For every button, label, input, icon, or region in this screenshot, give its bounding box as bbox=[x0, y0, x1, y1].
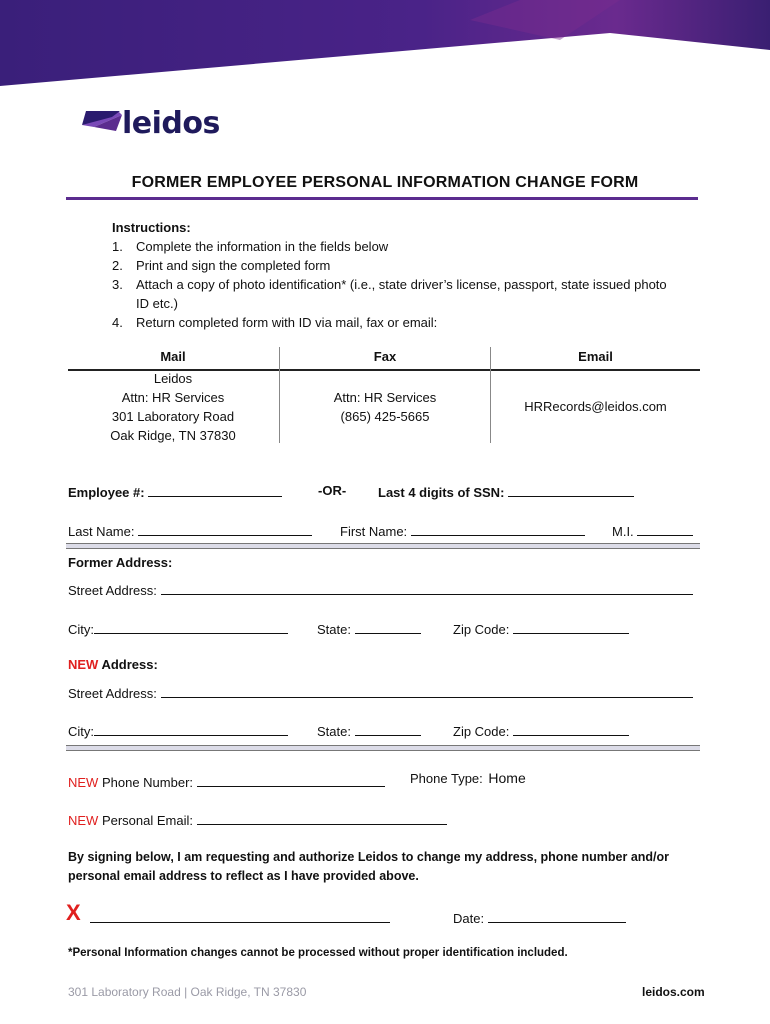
footer-website[interactable]: leidos.com bbox=[642, 985, 705, 999]
instruction-item bbox=[112, 256, 682, 275]
ssn-field[interactable] bbox=[378, 483, 634, 500]
ssn-line[interactable] bbox=[508, 483, 634, 497]
header-banner bbox=[0, 0, 770, 90]
instruction-item bbox=[112, 313, 682, 332]
mail-line: 301 Laboratory Road bbox=[111, 409, 235, 424]
former-state-field[interactable] bbox=[317, 620, 421, 637]
instruction-text: Return completed form with ID via mail, fax or email: bbox=[136, 315, 438, 330]
employee-number-line[interactable] bbox=[148, 483, 282, 497]
new-zip-field[interactable] bbox=[453, 722, 629, 739]
zip-line[interactable] bbox=[513, 722, 629, 736]
employee-number-field[interactable] bbox=[68, 483, 282, 500]
street-line[interactable] bbox=[161, 581, 693, 595]
new-tag: NEW bbox=[68, 813, 99, 828]
mail-column bbox=[68, 347, 278, 445]
instruction-item bbox=[112, 237, 682, 256]
employee-number-label: Employee #: bbox=[68, 485, 145, 500]
state-line[interactable] bbox=[355, 620, 421, 634]
new-address-heading bbox=[68, 657, 158, 672]
state-label: State: bbox=[317, 724, 351, 739]
ssn-label: Last 4 digits of SSN: bbox=[378, 485, 505, 500]
new-address-label: Address: bbox=[98, 657, 158, 672]
mail-header: Mail bbox=[160, 349, 186, 364]
or-label: -OR- bbox=[318, 483, 347, 498]
first-name-line[interactable] bbox=[411, 522, 585, 536]
last-name-line[interactable] bbox=[138, 522, 312, 536]
street-label: Street Address: bbox=[68, 583, 157, 598]
email-column bbox=[491, 347, 700, 445]
mail-line: Leidos bbox=[153, 371, 193, 386]
instruction-item bbox=[112, 275, 682, 313]
phone-type-value[interactable]: Home bbox=[488, 770, 526, 786]
zip-line[interactable] bbox=[513, 620, 629, 634]
first-name-label: First Name: bbox=[340, 524, 408, 539]
fax-line: (865) 425-5665 bbox=[340, 409, 430, 424]
instruction-text: Complete the information in the fields below bbox=[136, 239, 389, 254]
phone-label: Phone Number: bbox=[98, 775, 194, 790]
city-label: City: bbox=[68, 622, 94, 637]
new-city-field[interactable] bbox=[68, 722, 288, 739]
form-title: FORMER EMPLOYEE PERSONAL INFORMATION CHANGE FORM bbox=[131, 174, 639, 191]
footer-address: 301 Laboratory Road | Oak Ridge, TN 37830 bbox=[68, 985, 307, 999]
new-street-field[interactable] bbox=[68, 684, 693, 701]
date-field[interactable] bbox=[453, 909, 626, 926]
street-line[interactable] bbox=[161, 684, 693, 698]
last-name-field[interactable] bbox=[68, 522, 312, 539]
city-line[interactable] bbox=[94, 722, 288, 736]
instruction-number: 3. bbox=[112, 277, 123, 292]
fax-line: Attn: HR Services bbox=[333, 390, 437, 405]
mail-line: Attn: HR Services bbox=[121, 390, 225, 405]
new-tag: NEW bbox=[68, 657, 99, 672]
middle-initial-field[interactable] bbox=[612, 522, 693, 539]
authorization-statement: By signing below, I am requesting and authorize Leidos to change my address, phone number and/or personal email address to reflect as I have provided above. bbox=[68, 850, 670, 883]
email-line[interactable] bbox=[197, 811, 447, 825]
middle-initial-line[interactable] bbox=[637, 522, 693, 536]
state-label: State: bbox=[317, 622, 351, 637]
city-line[interactable] bbox=[94, 620, 288, 634]
date-label: Date: bbox=[453, 911, 485, 926]
instruction-text: Attach a copy of photo identification* (i.e., state driver’s license, passport, state issued photo ID etc.) bbox=[136, 277, 667, 311]
email-line[interactable]: HRRecords@leidos.com bbox=[524, 399, 667, 414]
instructions-heading: Instructions: bbox=[112, 220, 191, 235]
zip-label: Zip Code: bbox=[453, 724, 510, 739]
new-state-field[interactable] bbox=[317, 722, 421, 739]
new-phone-field[interactable] bbox=[68, 773, 385, 790]
contact-table bbox=[68, 347, 700, 445]
instruction-number: 2. bbox=[112, 258, 123, 273]
identification-note: *Personal Information changes cannot be processed without proper identification included. bbox=[68, 947, 568, 959]
new-email-field[interactable] bbox=[68, 811, 447, 828]
state-line[interactable] bbox=[355, 722, 421, 736]
leidos-logo-wordmark: leidos bbox=[122, 106, 220, 141]
email-label: Personal Email: bbox=[98, 813, 193, 828]
last-name-label: Last Name: bbox=[68, 524, 135, 539]
phone-type-field[interactable] bbox=[410, 770, 526, 786]
instructions-block bbox=[112, 218, 682, 332]
street-label: Street Address: bbox=[68, 686, 157, 701]
middle-initial-label: M.I. bbox=[612, 524, 634, 539]
signature-mark: X bbox=[66, 900, 81, 925]
fax-column bbox=[280, 347, 490, 445]
city-label: City: bbox=[68, 724, 94, 739]
title-divider bbox=[66, 197, 698, 200]
email-header: Email bbox=[578, 349, 613, 364]
section-divider bbox=[66, 745, 700, 751]
signature-field[interactable] bbox=[90, 909, 390, 926]
instruction-number: 1. bbox=[112, 239, 123, 254]
signature-line[interactable] bbox=[90, 909, 390, 923]
date-line[interactable] bbox=[488, 909, 626, 923]
instruction-number: 4. bbox=[112, 315, 123, 330]
former-address-heading: Former Address: bbox=[68, 555, 173, 570]
former-street-field[interactable] bbox=[68, 581, 693, 598]
mail-line: Oak Ridge, TN 37830 bbox=[110, 428, 236, 443]
instruction-text: Print and sign the completed form bbox=[136, 258, 331, 273]
section-divider bbox=[66, 543, 700, 549]
zip-label: Zip Code: bbox=[453, 622, 510, 637]
phone-line[interactable] bbox=[197, 773, 385, 787]
former-zip-field[interactable] bbox=[453, 620, 629, 637]
phone-type-label: Phone Type: bbox=[410, 771, 483, 786]
first-name-field[interactable] bbox=[340, 522, 585, 539]
former-city-field[interactable] bbox=[68, 620, 288, 637]
new-tag: NEW bbox=[68, 775, 99, 790]
fax-header: Fax bbox=[373, 349, 397, 364]
